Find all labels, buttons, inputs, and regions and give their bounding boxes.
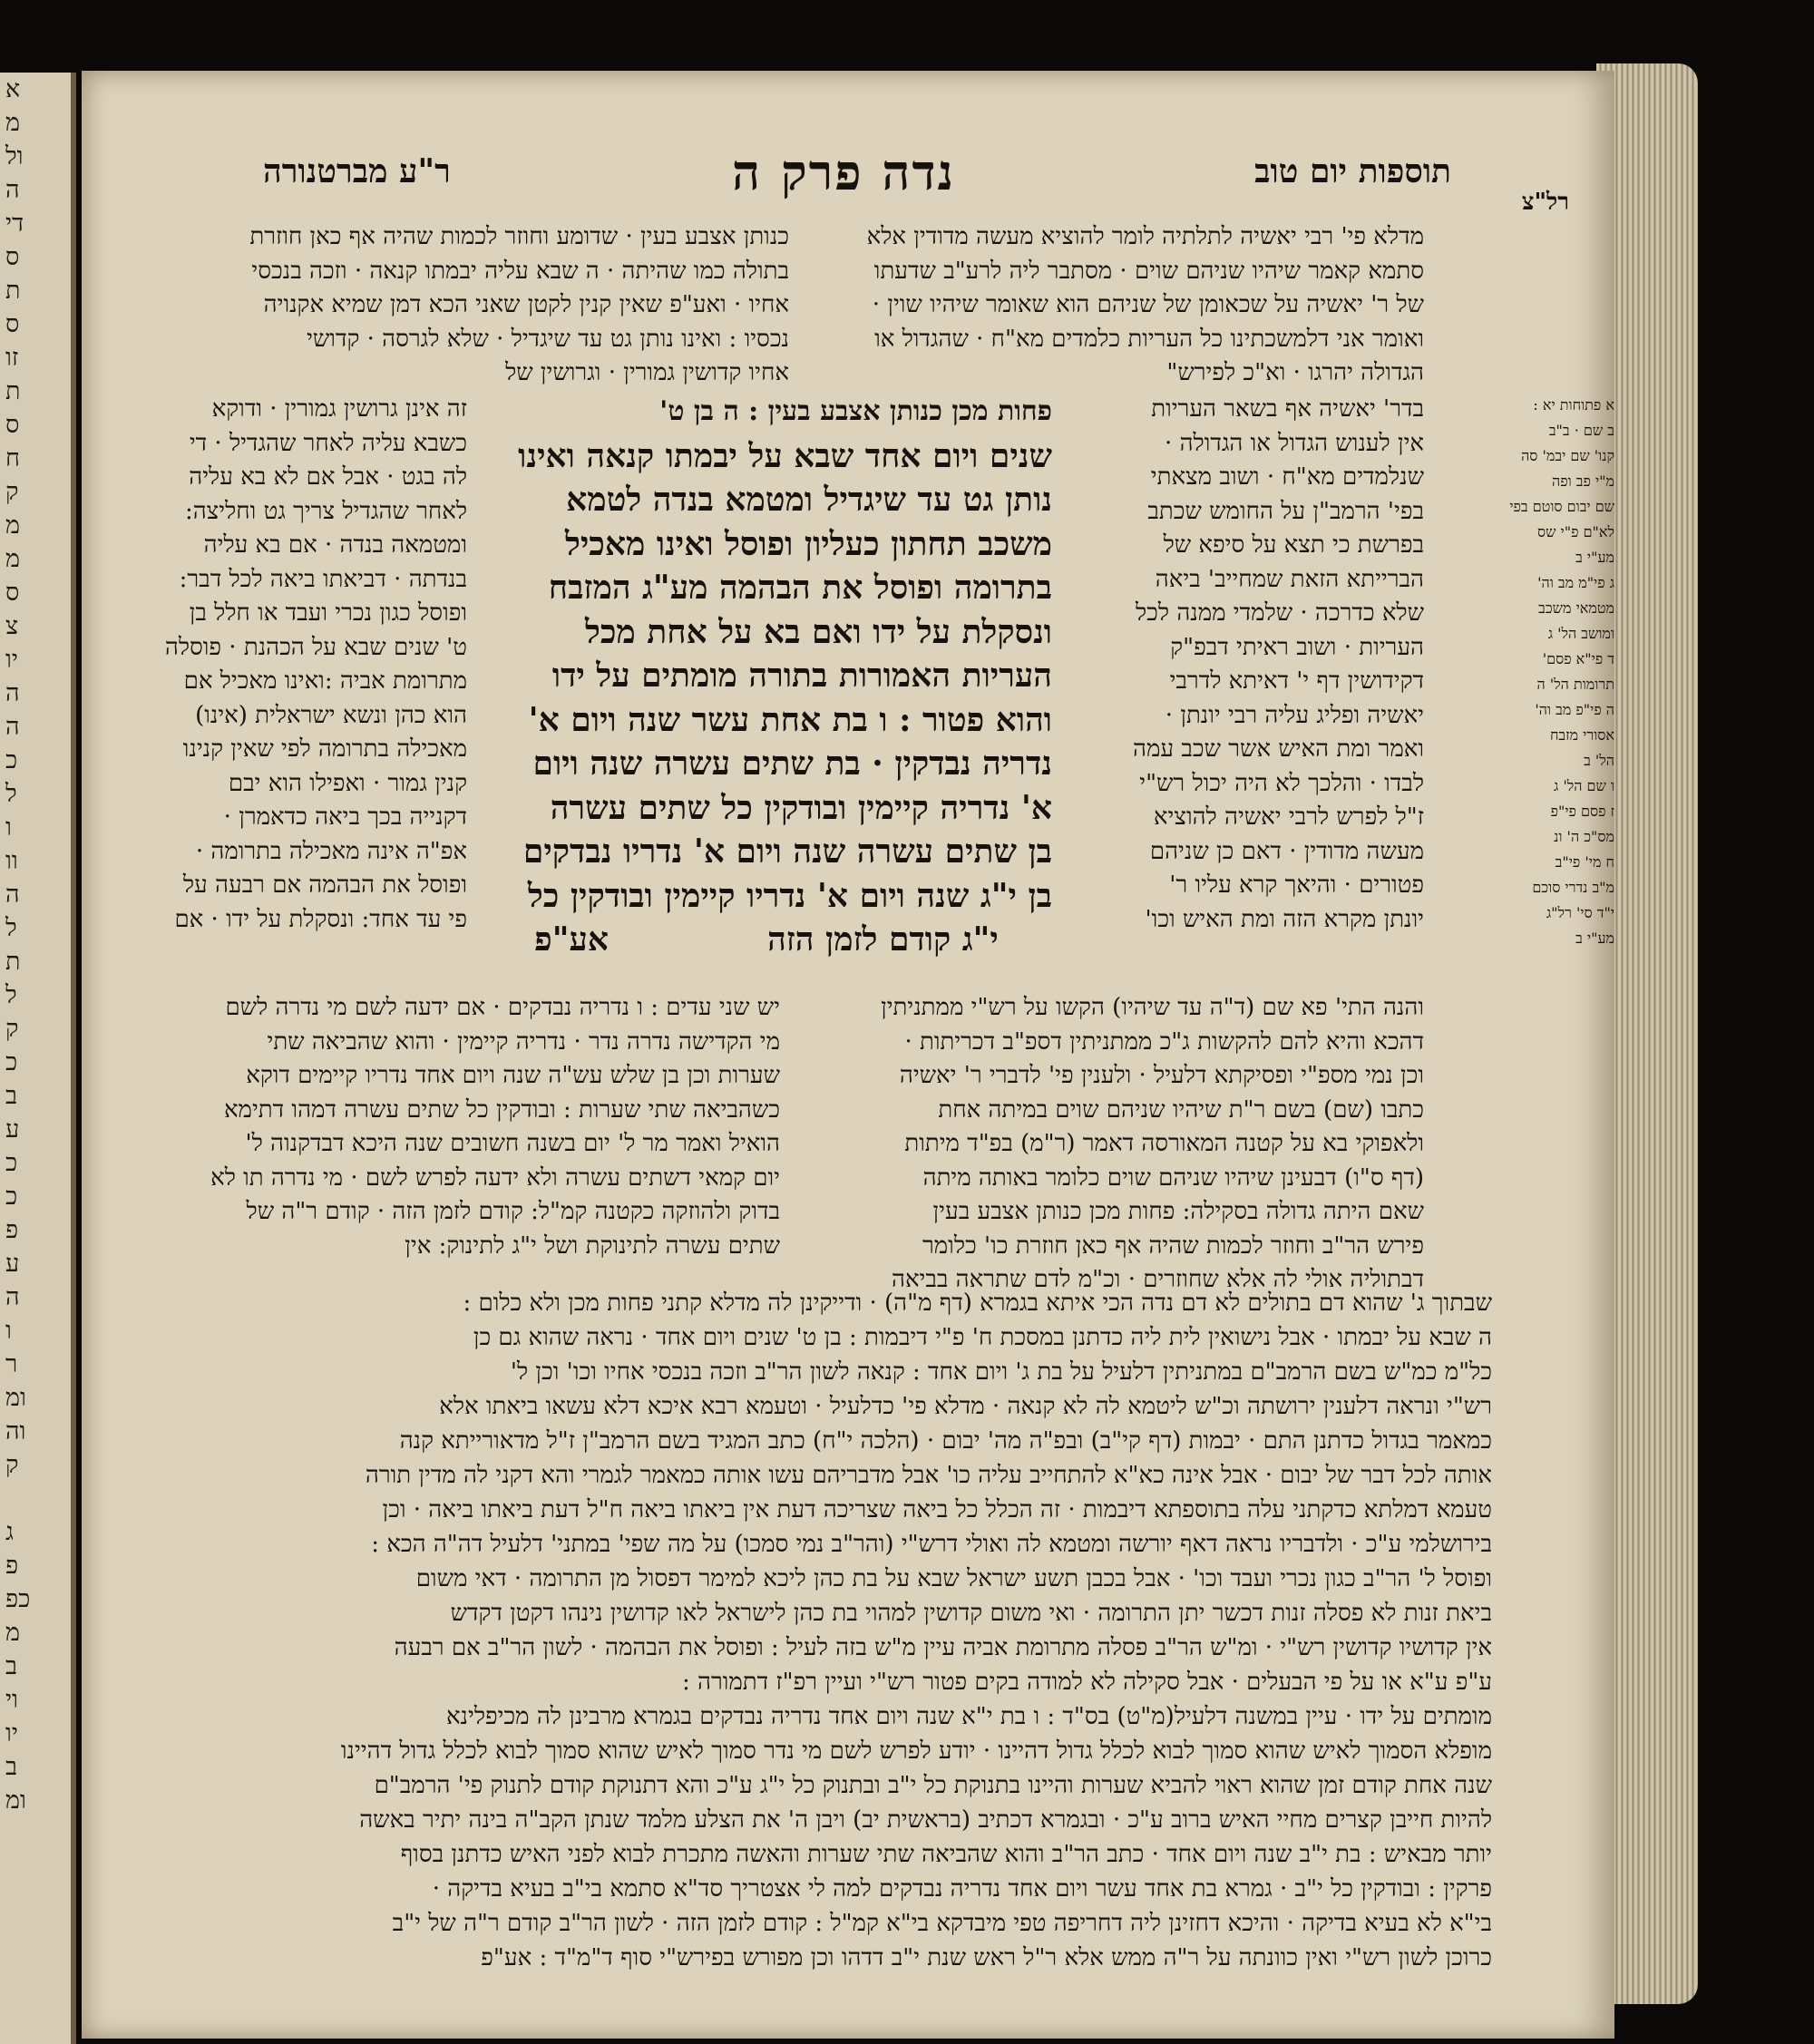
tosafot-line: פירש הר"ב וחוזר לכמות שהיה אף כאן חוזרת כו' כלומר xyxy=(922,1231,1424,1260)
adjacent-page-glyph: ל xyxy=(5,914,17,942)
tosafot-line: פטורים · והיאך קרא עליו ר' xyxy=(1169,871,1424,899)
commentary-line: אותה לכל דבר של יבום · אבל אינה כא"א להתחייב עליה כו' אבל מדבריהם עשו אותה כמאמר לגמרי והא דקני לה מדין תורה xyxy=(365,1462,1492,1489)
mishnah-line: בן שתים עשרה שנה ויום א' נדריו נבדקים xyxy=(522,832,1052,871)
commentary-line: ופוסל ל' הר"ב כגון נכרי ועבד וכו' · אבל בכבן תשע ישראל שבא על בת כהן ליכא למימר דפסול מן התרומה · דאי משום xyxy=(415,1565,1492,1592)
tosafot-line: כתבו (שם) בשם ר"ת שיהיו שניהם שוים במיתה אחת xyxy=(938,1095,1424,1124)
adjacent-page-glyph: ג xyxy=(5,1518,14,1546)
adjacent-page-glyph: ה xyxy=(5,881,20,909)
commentary-line: להיות חייבן קצרים מחיי האיש ברוב ע"כ · ובגמרא דכתיב (בראשית יב) ויבן ה' את הצלע מלמד שנתן הקב"ה בינה יתיר באשה xyxy=(359,1806,1492,1834)
adjacent-page-glyph: ר xyxy=(5,1350,18,1378)
bartenura-line: ופוסל כגון נכרי ועבד או חלל בן xyxy=(189,599,467,627)
margin-note: א פתוחות יא : xyxy=(1533,396,1614,414)
margin-note: מ"ב נדרי סוכם xyxy=(1532,879,1614,896)
tosafot-line: הברייתא הזאת שמחייב' ביאה xyxy=(1155,565,1424,593)
mishnah-tail-left: אע"פ xyxy=(534,920,609,959)
adjacent-page-glyph: ס xyxy=(5,243,20,271)
folio-number: רל"צ xyxy=(1521,189,1569,216)
tosafot-line: ולאפוקי בא על קטנה המאורסה דאמר (ר"מ) בפ"ד מיתות xyxy=(904,1130,1424,1157)
tosafot-line: (דף ס"ו) דבעינן שיהיו שניהם שוים כלומר באותה מיתה xyxy=(922,1163,1424,1192)
adjacent-page-glyph: ק xyxy=(5,1015,19,1043)
tosafot-top-block xyxy=(798,220,1424,391)
commentary-line: בירושלמי ע"כ · ולדבריו נראה דאף יורשה ומטמא לה ואולי דרש"י (והר"ב נמי סמכו) על מה שפי' במתני' דלעיל דה"ה הכא : xyxy=(371,1531,1492,1558)
tosafot-line: ואומר אני דלמשכתינו כל העריות כלמדים מא"ח · שהגדול או xyxy=(874,325,1424,353)
tosafot-line: שאם היתה גדולה בסקילה: פחות מכן כנותן אצבע בעין xyxy=(932,1198,1424,1225)
adjacent-page-glyph: ל xyxy=(5,780,17,808)
bartenura-line: דקנייה בכך ביאה כדאמרן · xyxy=(223,803,467,831)
mishnah-line: ונסקלת על ידו ואם בא על אחת מכל xyxy=(585,612,1052,651)
adjacent-page-glyph: ב xyxy=(5,1082,18,1110)
bartenura-line: כשבא עליה לאחר שהגדיל · די xyxy=(189,429,467,457)
bartenura-line: הוא כהן ונשא ישראלית (אינו) xyxy=(195,701,467,729)
mishnah-lead-line: פחות מכן כנותן אצבע בעין : ה בן ט' xyxy=(659,395,1052,427)
tosafot-line: מדלא פי' רבי יאשיה לתלתיה לומר להוציא מעשה מדודין אלא xyxy=(866,223,1424,250)
adjacent-page-glyph: יו xyxy=(5,646,18,674)
adjacent-page-glyph: כפ xyxy=(5,1585,31,1613)
adjacent-page-edge xyxy=(0,73,76,2044)
adjacent-page-glyph: זו xyxy=(5,344,19,372)
bartenura-line: אפ"ה אינה מאכילה בתרומה · xyxy=(195,837,467,865)
bartenura-line: יום קמאי דשתים עשרה ולא ידעה לפרש לשם · מי נדרה תו לא xyxy=(210,1163,780,1192)
mishnah-line: נדריה נבדקין · בת שתים עשרה שנה ויום xyxy=(532,745,1052,783)
mishnah-tail-right: י"ג קודם לזמן הזה xyxy=(767,920,999,959)
adjacent-page-glyph: צ xyxy=(5,612,19,640)
mishnah-line: משכב תחתון כעליון ופוסל ואינו מאכיל xyxy=(564,524,1052,563)
margin-note: תרומות הל' ה xyxy=(1536,676,1614,693)
tosafot-line: שנלמדים מא"ח · ושוב מצאתי xyxy=(1150,463,1424,491)
tosafot-line: יאשיה ופליג עליה רבי יונתן · xyxy=(1165,701,1424,729)
adjacent-page-glyph: ו xyxy=(5,813,12,842)
tosafot-lower-block xyxy=(789,991,1424,1298)
bartenura-line: לאחר שהגדיל צריך גט וחליצה: xyxy=(184,497,467,525)
adjacent-page-glyph: מ xyxy=(5,1619,21,1647)
margin-note: ז פסם פי"פ xyxy=(1550,803,1614,820)
adjacent-page-glyph: ול xyxy=(5,142,24,170)
adjacent-page-glyph: יו xyxy=(5,1719,18,1747)
tosafot-line: דקידושין דף י' דאיתא לדרבי xyxy=(1169,667,1424,695)
bartenura-lower-block xyxy=(122,991,780,1263)
mishnah-tail-line xyxy=(481,918,1052,962)
tosafot-line: שלא כדרכה · שלמדי ממנה לכל xyxy=(1136,599,1424,627)
margin-note: ג פי"מ מב וה' xyxy=(1537,574,1614,591)
adjacent-page-glyph: מ xyxy=(5,545,21,573)
header-bartenura-title: ר"ע מברטנורה xyxy=(263,152,451,190)
commentary-line: ה שבא על יבמתו · אבל נישואין לית ליה כדתנן במסכת ח' פ"י דיבמות : בן ט' שנים ויום אחד · נראה שהוא גם כן xyxy=(473,1324,1492,1351)
adjacent-page-glyph: ס xyxy=(5,411,20,439)
margin-note: ה פי"פ מב וה' xyxy=(1535,701,1614,718)
margin-note: ד פי"א פסם' xyxy=(1542,650,1614,667)
margin-note: קנו' שם יבמ' סה xyxy=(1521,447,1614,464)
adjacent-page-glyph: ת xyxy=(5,277,21,305)
running-header xyxy=(82,143,1614,225)
margin-note: ח מי' פי"ב xyxy=(1555,853,1614,871)
adjacent-page-glyph: די xyxy=(5,209,24,238)
adjacent-page-glyph: פ xyxy=(5,1552,19,1580)
adjacent-page-glyph: ס xyxy=(5,310,20,338)
commentary-line: בי"א לא בעיא בדיקה · והיכא דחזינן ליה דחריפה טפי מיבדקא בי"א קמ"ל : קודם לזמן הזה · לשון הר"ב קודם ר"ה של י"ב xyxy=(392,1910,1492,1937)
margin-note: ב שם · ב"ב xyxy=(1548,422,1614,439)
bartenura-left-column xyxy=(122,393,467,937)
margin-note: מ"י פב ופה xyxy=(1552,472,1614,490)
bartenura-line: כנותן אצבע בעין · שדומע וחוזר לכמות שהיה אף כאן חוזרת xyxy=(249,223,789,250)
adjacent-page-glyph: כ xyxy=(5,746,18,774)
adjacent-page-glyph: ח xyxy=(5,444,20,472)
mishnah-line: שנים ויום אחד שבא על יבמתו קנאה ואינו xyxy=(518,436,1052,475)
tosafot-line: בדר' יאשיה אף בשאר העריות xyxy=(1151,395,1424,423)
adjacent-page-glyph: ל xyxy=(5,981,17,1009)
bartenura-line: אחיו · ואע"פ שאין קנין לקטן שאני הכא דמן שמיא אקנויה xyxy=(263,291,789,318)
adjacent-page-glyph xyxy=(0,1482,71,1515)
adjacent-page-glyph: פ xyxy=(5,1216,19,1244)
adjacent-page-glyph: ב xyxy=(5,1652,18,1680)
bartenura-line: קנין גמור · ואפילו הוא יבם xyxy=(228,769,467,797)
commentary-line: ע"פ ע"א או על פי הבעלים · אבל סקילה לא למודה בקים פטור רש"י ועיין רפ"ז דתמורה : xyxy=(681,1669,1492,1696)
tosafot-line: דהכא והיא להם להקשות ג"כ ממתניתין דספ"ב דכריתות · xyxy=(904,1027,1424,1056)
commentary-line: אין קדושיו קדושין רש"י · ומ"ש הר"ב פסלה מתרומת אביה עיין מ"ש בזה לעיל : ופוסל את הבהמה · לשון הר"ב אם רבעה xyxy=(394,1634,1492,1661)
bartenura-line: ומטמאה בנדה · אם בא עליה xyxy=(203,531,467,559)
mishnah-line: בן י"ג שנה ויום א' נדריו קיימין ובודקין כל xyxy=(527,876,1052,915)
header-tractate-title: נדה פרק ה xyxy=(731,143,956,201)
bartenura-line: בנדתה · דביאתו ביאה לכל דבר: xyxy=(179,565,467,593)
adjacent-page-glyph: ב xyxy=(5,1753,18,1781)
mishnah-text xyxy=(481,390,1052,962)
adjacent-page-glyph: וו xyxy=(5,847,18,875)
margin-note: שם יבום סוטם בפי xyxy=(1509,498,1614,515)
adjacent-page-glyph: ומ xyxy=(5,1786,26,1815)
margin-references xyxy=(1489,393,1614,951)
mishnah-line: העריות האמורות בתורה מומתים על ידו xyxy=(551,657,1052,695)
commentary-line: רש"י ונראה דלענין ירושתה וכ"ש ליטמא לה לא קנאה · מדלא פי' כדלעיל · וטעמא רבא איכא דלא עשאו ביאתו אלא xyxy=(439,1393,1492,1420)
bartenura-line: מתרומת אביה :ואינו מאכיל אם xyxy=(183,667,467,695)
bartenura-line: בדוק ולהוזקה כקטנה קמ"ל: קודם לזמן הזה · קודם ר"ה של xyxy=(246,1198,780,1225)
adjacent-page-glyph: ק xyxy=(5,1451,19,1479)
adjacent-page-glyph: ה xyxy=(5,176,20,204)
commentary-line: פרקין : ובודקין כל י"ב · גמרא בת אחד עשר ויום אחד נדריה נבדקים למה לי אצטריך סד"א סתמא בי"ב בעיא בדיקה · xyxy=(432,1875,1492,1903)
commentary-line: מומתים על ידו · עיין במשנה דלעיל(מ"ט) בס"ד : ו בת י"א שנה ויום אחד נדריה נבדקים בגמרא מרבינן לה מכיפלינא xyxy=(445,1703,1492,1730)
adjacent-page-glyph: ה xyxy=(5,1283,20,1311)
commentary-line: שבתוך ג' שהוא דם בתולים לא דם נדה הכי איתא בגמרא (דף מ"ה) · ודייקינן לה מדלא קתני פחות מכן ולא כלום : xyxy=(463,1290,1492,1317)
bartenura-line: זה אינן גרושין גמורין · ודוקא xyxy=(211,395,467,423)
adjacent-page-glyph: ס xyxy=(5,579,20,607)
bartenura-line: מי הקדישה נדרה נדר · נדריה קיימין · והוא שהביאה שתי xyxy=(267,1027,780,1056)
commentary-line: ביאת זנות לא פסלה זנות דכשר יתן התרומה · ואי משום קדושין למהוי בת כהן לישראל לאו קדושין נינהו דקטן דקדש xyxy=(450,1600,1492,1627)
tosafot-line: יונתן מקרא הזה ומת האיש וכו' xyxy=(1145,905,1424,933)
adjacent-page-glyph: כ xyxy=(5,1149,18,1177)
bartenura-top-block xyxy=(122,220,789,391)
adjacent-page-glyph: ת xyxy=(5,948,21,976)
tosafot-line: סתמא קאמר שיהיו שניהם שוים · מסתבר ליה לרע"ב שדעתו xyxy=(873,257,1424,285)
tosafot-line: אין לענוש הגדול או הגדולה · xyxy=(1165,429,1424,457)
commentary-line: כמאמר בגדול כדתנן התם · יבמות (דף קי"ב) ובפ"ה מה' יבום · (הלכה י"ח) כתב המגיד בשם הרמב"ן ז"ל מדאורייתא קנה xyxy=(399,1427,1492,1455)
tosafot-line: וכן נמי מספ"י ופסיקתא דלעיל · ולענין פי' לדברי ר' יאשיה xyxy=(899,1062,1424,1089)
tosafot-line: והנה התי' פא שם (ד"ה עד שיהיו) הקשו על רש"י ממתניתין xyxy=(881,994,1424,1021)
margin-note: מע"י ב xyxy=(1575,549,1614,566)
tosafot-line: דבתוליה אולי לה אלא שחוזרים · וכ"מ לדם שתראה בביאה xyxy=(891,1266,1424,1293)
tosafot-right-column xyxy=(1070,393,1424,937)
adjacent-page-glyph: ומ xyxy=(5,1384,26,1412)
commentary-line: שנה אחת קודם זמן שהוא ראוי להביא שערות והיינו בתנוקת כל י"ב ובתנוק כל י"ג ע"כ והא דתנוקת קודם לתנוק פי' הרמב"ם xyxy=(374,1772,1492,1799)
tosafot-line: ז"ל לפרש לרבי יאשיה להוציא xyxy=(1153,803,1424,831)
adjacent-page-glyph: ע xyxy=(5,1115,20,1144)
commentary-line: כל"מ כמ"ש בשם הרמב"ם במתניתין דלעיל על בת ג' ויום אחד : קנאה לשון הר"ב וזכה בנכסי אחיו וכו' וכן ל' xyxy=(510,1358,1492,1386)
commentary-line: מופלא הסמוך לאיש שהוא סמוך לבוא לכלל גדול דהיינו · יודע לפרש לשם מי נדר סמוך לאיש שהוא סמוך לבוא לכלל גדול דהיינו xyxy=(340,1737,1492,1765)
adjacent-page-glyph: וה xyxy=(5,1417,26,1445)
tosafot-line: ואמר ומת האיש אשר שכב עמה xyxy=(1133,735,1424,763)
margin-note: אסורי מזבח xyxy=(1549,726,1614,744)
tosafot-line: לבדו · והלכך לא היה יכול רש"י xyxy=(1139,769,1424,797)
mishnah-line: א' נדריה קיימין ובודקין כל שתים עשרה xyxy=(550,788,1052,827)
bartenura-line: מאכילה בתרומה לפי שאין קנינו xyxy=(182,735,467,763)
bartenura-line: אחיו קדושין גמורין · וגרושין של xyxy=(505,359,789,386)
commentary-line: כרוכן לשון רש"י ואין כוונתה על ר"ה ממש אלא ר"ל ראש שנת י"ב דדהו וכן מפורש בפירש"י סוף ד"מ"ד : אע"פ xyxy=(481,1944,1492,1971)
bartenura-line: ופוסל את הבהמה אם רבעה על xyxy=(182,871,467,899)
adjacent-page-glyph: מ xyxy=(5,109,21,137)
adjacent-page-glyph: ו xyxy=(5,1317,12,1345)
book-page xyxy=(82,71,1614,2039)
tosafot-line: של ר' יאשיה על שכאומן של שניהם הוא שאומר שיהיו שוין · xyxy=(872,291,1424,318)
mishnah-line: בתרומה ופוסל את הבהמה מע"ג המזבח xyxy=(548,569,1052,607)
tosafot-line: בפי' הרמב"ן על החומש שכתב xyxy=(1147,497,1424,525)
adjacent-page-glyph: ק xyxy=(5,478,19,506)
bartenura-line: בתולה כמו שהיתה · ה שבא עליה יבמתו קנאה · וזכה בנכסי xyxy=(251,257,789,285)
mishnah-line: והוא פטור : ו בת אחת עשר שנה ויום א' xyxy=(528,700,1052,739)
mishnah-line: נותן גט עד שיגדיל ומטמא בנדה לטמא xyxy=(566,481,1052,519)
bartenura-line: לה בגט · אבל אם לא בא עליה xyxy=(189,463,467,491)
margin-note: מס"כ ה' ונ xyxy=(1554,828,1614,845)
tosafot-line: מעשה מדודין · דאם כן שניהם xyxy=(1149,837,1424,865)
margin-note: מטמאי משכב xyxy=(1538,599,1614,617)
bartenura-line: יש שני עדים : ו נדריה נבדקים · אם ידעה לשם מי נדרה לשם xyxy=(225,994,780,1021)
bartenura-line: שערות וכן בן שלש עש"ה שנה ויום אחד נדריו קיימים דוקא xyxy=(246,1062,780,1089)
commentary-line: יותר מבאיש : בת י"ב שנה ויום אחד · כתב הר"ב והוא שהביאה שתי שערות והאשה מתכרת לבוא לפני האיש כדתנן בסוף xyxy=(400,1841,1492,1868)
adjacent-page-glyph: א xyxy=(5,75,21,103)
adjacent-page-glyph: כ xyxy=(5,1048,18,1076)
adjacent-page-glyph: ע xyxy=(5,1250,20,1278)
tosafot-line: הגדולה יהרגו · וא"כ לפירש" xyxy=(1166,359,1424,386)
header-tosafot-title: תוספות יום טוב xyxy=(1254,152,1451,190)
margin-note: מע"י ב xyxy=(1575,930,1614,947)
margin-note: י"ד סי' רל"ג xyxy=(1546,904,1614,921)
bartenura-line: נכסיו : ואינו נותן גט עד שיגדיל · שלא לגרסה · קדושי xyxy=(307,325,789,353)
commentary-full-width xyxy=(122,1286,1492,1975)
bartenura-line: פי עד אחד: ונסקלת על ידו · אם xyxy=(174,905,467,933)
tosafot-line: העריות · ושוב ראיתי דבפ"ק xyxy=(1170,633,1424,661)
bartenura-line: ט' שנים שבא על הכהנת · פוסלה xyxy=(164,633,467,661)
adjacent-page-glyph: מ xyxy=(5,511,21,540)
margin-note: ו שם הל' ג xyxy=(1553,777,1614,794)
adjacent-page-glyph: ה xyxy=(5,679,20,707)
adjacent-page-glyph: כ xyxy=(5,1183,18,1211)
margin-note: הל' ב xyxy=(1584,752,1614,769)
tosafot-line: בפרשת כי תצא על סיפא של xyxy=(1163,531,1424,559)
bartenura-line: שתים עשרה לתינוקת ושל י"ג לתינוק: אין xyxy=(405,1231,780,1260)
bartenura-line: כשהביאה שתי שערות : ובודקין כל שתים עשרה דמהו דתימא xyxy=(223,1095,780,1124)
adjacent-page-glyph: ה xyxy=(5,713,20,741)
adjacent-page-glyph: וי xyxy=(5,1686,18,1714)
adjacent-page-glyph: ת xyxy=(5,377,21,405)
commentary-line: טעמא דמלתא כדקתני עלה בתוספתא דיבמות · זה הכלל כל ביאה שצריכה דעת אין ביאתו ביאה ח"ל דעת ביאתו ביאה · וכן xyxy=(382,1496,1492,1523)
margin-note: ומושב הל' ג xyxy=(1547,625,1614,642)
bartenura-line: הואיל ואמר מר ל' יום בשנה חשובים שנה היכא דבדקנוה ל' xyxy=(245,1130,780,1157)
margin-note: לא"ם פ"י שס xyxy=(1537,523,1614,540)
